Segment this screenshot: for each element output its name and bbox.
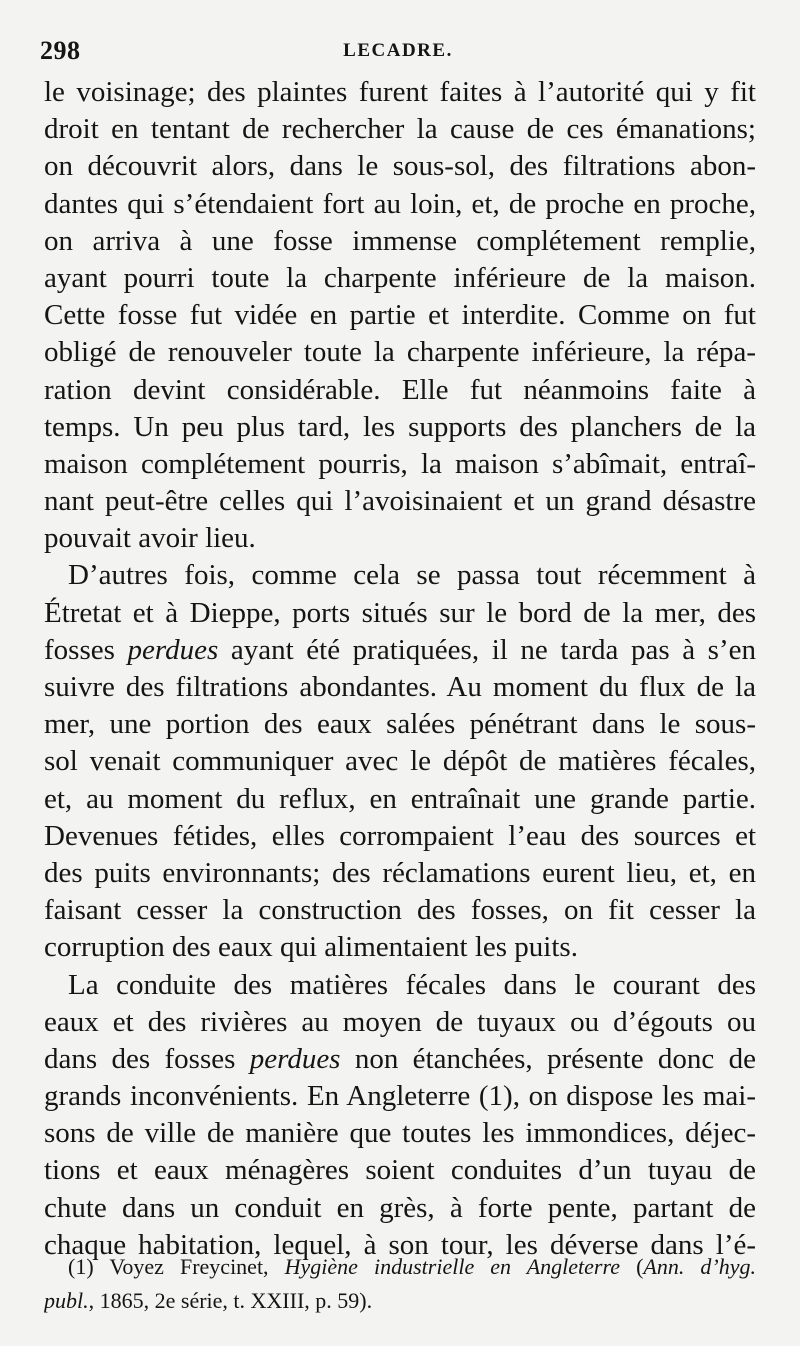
page-header [40,36,756,66]
text-run: ayant pourri toute la charpente inférieure de la maison. [44,261,756,294]
body-text [44,74,756,1264]
text-line [44,595,756,632]
italic-text: perdues [249,1042,341,1075]
text-run: suivre des filtrations abondantes. Au moment du flux de la [44,671,756,703]
text-line [44,929,756,966]
text-line [44,706,756,743]
text-line [44,372,756,409]
paragraph [44,557,756,966]
text-line [44,483,756,520]
italic-text: Ann. d’hyg. [643,1254,756,1279]
text-line [44,892,756,929]
text-line [44,1152,756,1189]
text-line [44,1078,756,1115]
page-number: 298 [40,36,81,65]
text-run: chute dans un conduit en grès, à forte pente, partant de [44,1191,756,1224]
text-run: grands inconvénients. En Angleterre (1), on dispose les mai- [44,1080,756,1113]
text-run: mer, une portion des eaux salées pénétrant dans le sous- [44,708,756,741]
text-line [44,967,756,1004]
text-run: faisant cesser la construction des fosses, on fit cesser la [44,894,756,927]
text-line [44,1004,756,1041]
text-line [44,111,756,148]
text-run: non étanchées, présente donc de [340,1042,756,1075]
footnote [44,1250,756,1318]
footnote-line [44,1250,756,1284]
text-run: (1) Voyez Freycinet, [68,1254,285,1279]
italic-text: perdues [127,633,219,666]
text-line [44,334,756,371]
text-run: et, au moment du reflux, en entraînait une grande partie. [44,782,756,815]
paragraph [44,967,756,1265]
text-run: sons de ville de manière que toutes les immondices, déjec- [44,1117,756,1150]
text-line [44,743,756,780]
text-run: Étretat et à Dieppe, ports situés sur le bord de la mer, des [44,596,756,629]
text-line [44,297,756,334]
footnote-line [44,1284,756,1318]
text-run: des puits environnants; des réclamations eurent lieu, et, en [44,856,756,889]
text-line [44,781,756,818]
text-line [44,669,756,706]
text-run: le voisinage; des plaintes furent faites à l’autorité qui y fit [44,76,756,108]
text-run: ( [620,1254,644,1279]
text-run: chaque habitation, lequel, à son tour, les déverse dans l’é- [44,1228,756,1261]
text-run: Cette fosse fut vidée en partie et interdite. Comme on fut [44,299,756,332]
paragraph [44,74,756,557]
text-run: dans des fosses [44,1042,250,1075]
text-line [44,148,756,185]
text-line [44,446,756,483]
text-run: nant peut-être celles qui l’avoisinaient et un grand désastre [44,485,756,518]
text-line [44,855,756,892]
text-line [44,409,756,446]
running-head: LECADRE. [343,40,453,61]
italic-text: Hygiène industrielle en Angleterre [284,1254,620,1279]
text-line [44,1115,756,1152]
text-line [44,1041,756,1078]
text-line [44,557,756,594]
text-line [44,520,756,557]
text-line [44,186,756,223]
text-run: sol venait communiquer avec le dépôt de matières fécales, [44,745,756,778]
text-run: droit en tentant de rechercher la cause de ces émanations; [44,113,756,146]
text-run: pouvait avoir lieu. [44,522,256,555]
text-run: corruption des eaux qui alimentaient les puits. [44,931,578,964]
text-run: D’autres fois, comme cela se passa tout récemment à [68,559,756,592]
text-line [44,818,756,855]
text-run: Devenues fétides, elles corrompaient l’eau des sources et [44,819,756,852]
text-run: on arriva à une fosse immense complétement remplie, [44,224,756,257]
text-run: ration devint considérable. Elle fut néanmoins faite à [44,373,756,406]
text-line [44,632,756,669]
text-run: , 1865, 2e série, t. XXIII, p. 59). [88,1288,373,1313]
text-run: eaux et des rivières au moyen de tuyaux ou d’égouts ou [44,1005,756,1038]
text-line [44,74,756,111]
text-line [44,1190,756,1227]
text-run: ayant été pratiquées, il ne tarda pas à s’en [218,633,756,666]
text-line [44,223,756,260]
text-run: temps. Un peu plus tard, les supports des planchers de la [44,410,756,443]
text-line [44,260,756,297]
text-run: maison complétement pourris, la maison s’abîmait, entraî- [44,447,756,480]
text-run: on découvrit alors, dans le sous-sol, des filtrations abon- [44,150,756,183]
text-run: La conduite des matières fécales dans le courant des [68,968,756,1001]
text-run: tions et eaux ménagères soient conduites d’un tuyau de [44,1154,756,1187]
text-run: obligé de renouveler toute la charpente inférieure, la répa- [44,336,756,369]
text-run: dantes qui s’étendaient fort au loin, et, de proche en proche, [44,187,756,220]
italic-text: publ. [44,1288,89,1313]
text-run: fosses [44,633,128,666]
footnotes [44,1250,756,1318]
